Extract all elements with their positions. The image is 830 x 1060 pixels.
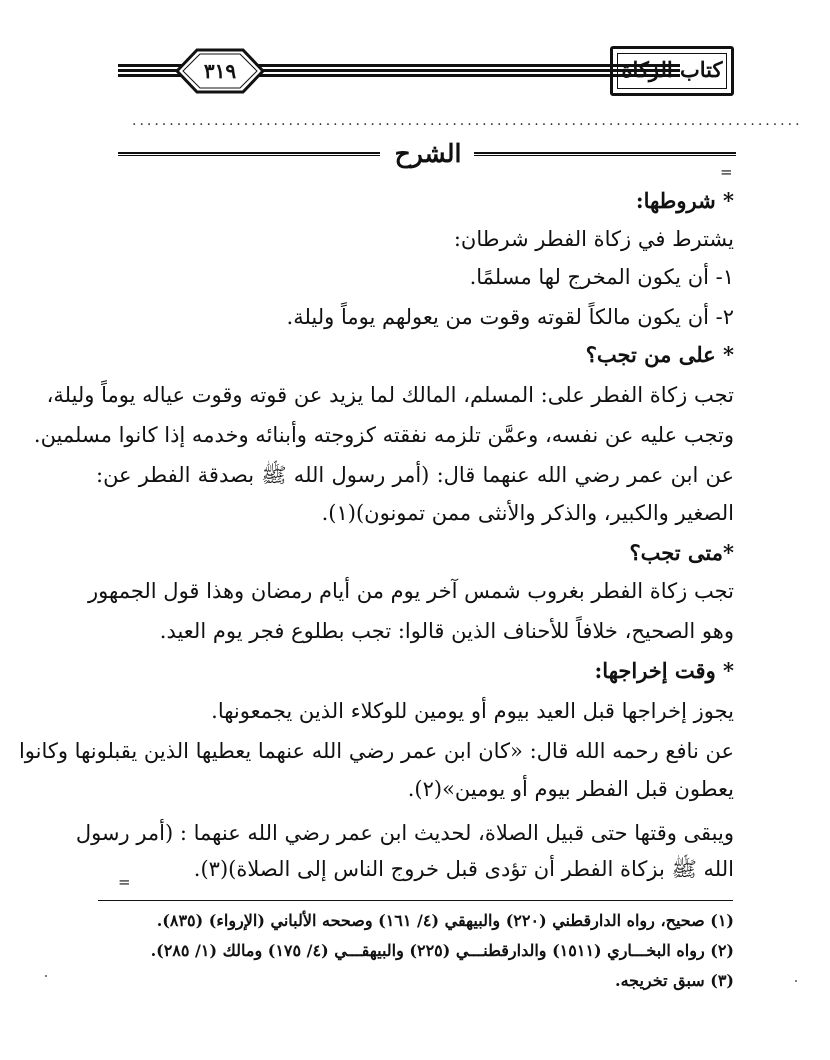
heading-conditions: * شروطها: xyxy=(635,188,734,213)
body-line: يعطون قبل الفطر بيوم أو يومين»(٢). xyxy=(407,777,734,801)
body-line: عن ابن عمر رضي الله عنهما قال: (أمر رسول الله ﷺ بصدقة الفطر عن: xyxy=(96,463,734,487)
footnote: (١) صحيح، رواه الدارقطني (٢٢٠) والبيهقي (٤/ ١٦١) وصححه الألباني (الإرواء) (٨٣٥). xyxy=(156,911,734,930)
margin-mark: = xyxy=(720,163,733,181)
page-number: ٣١٩ xyxy=(203,59,237,83)
section-rule-left xyxy=(118,152,380,156)
body-line: ويبقى وقتها حتى قبيل الصلاة، لحديث ابن عمر رضي الله عنهما : (أمر رسول xyxy=(75,821,734,845)
footnote-separator xyxy=(98,900,733,901)
book-title: كتاب الزكاة xyxy=(621,57,723,82)
body-line: عن نافع رحمه الله قال: «كان ابن عمر رضي الله عنهما يعطيها الذين يقبلونها وكانوا xyxy=(18,739,734,763)
footnote: (٣) سبق تخريجه. xyxy=(615,971,734,990)
body-line: وتجب عليه عن نفسه، وعمَّن تلزمه نفقته كزوجته وأبنائه وخدمه إذا كانوا مسلمين. xyxy=(33,423,734,447)
body-line: ٢- أن يكون مالكاً لقوته وقوت من يعولهم يوماً وليلة. xyxy=(286,305,734,329)
body-line: وهو الصحيح، خلافاً للأحناف الذين قالوا: تجب بطلوع فجر يوم العيد. xyxy=(159,619,734,643)
scan-speck xyxy=(795,980,797,982)
section-rule-right xyxy=(474,152,736,156)
footnote: (٢) رواه البخـــاري (١٥١١) والدارقطنـــي (٢٢٥) والبيهقـــي (٤/ ١٧٥) ومالك (١/ ٢٨٥). xyxy=(150,941,734,960)
body-line: تجب زكاة الفطر بغروب شمس آخر يوم من أيام رمضان وهذا قول الجمهور xyxy=(88,579,734,603)
body-line: تجب زكاة الفطر على: المسلم، المالك لما يزيد عن قوته وقوت عياله يوماً وليلة، xyxy=(46,383,734,407)
margin-mark: = xyxy=(118,873,131,891)
body-line: ١- أن يكون المخرج لها مسلمًا. xyxy=(469,265,734,289)
heading-who: * على من تجب؟ xyxy=(585,342,734,367)
body-line: يشترط في زكاة الفطر شرطان: xyxy=(453,227,734,251)
body-line: الصغير والكبير، والذكر والأنثى ممن تمونون)(١). xyxy=(321,501,734,525)
body-line: يجوز إخراجها قبل العيد بيوم أو يومين للوكلاء الذين يجمعونها. xyxy=(211,699,734,723)
heading-time: * وقت إخراجها: xyxy=(594,658,734,683)
scan-speck xyxy=(45,975,47,977)
section-title: الشرح xyxy=(394,139,462,168)
heading-when: *متى تجب؟ xyxy=(629,540,734,565)
body-line: الله ﷺ بزكاة الفطر أن تؤدى قبل خروج الناس إلى الصلاة)(٣). xyxy=(193,857,734,881)
dotted-separator: .......................................................................................... xyxy=(132,113,803,129)
